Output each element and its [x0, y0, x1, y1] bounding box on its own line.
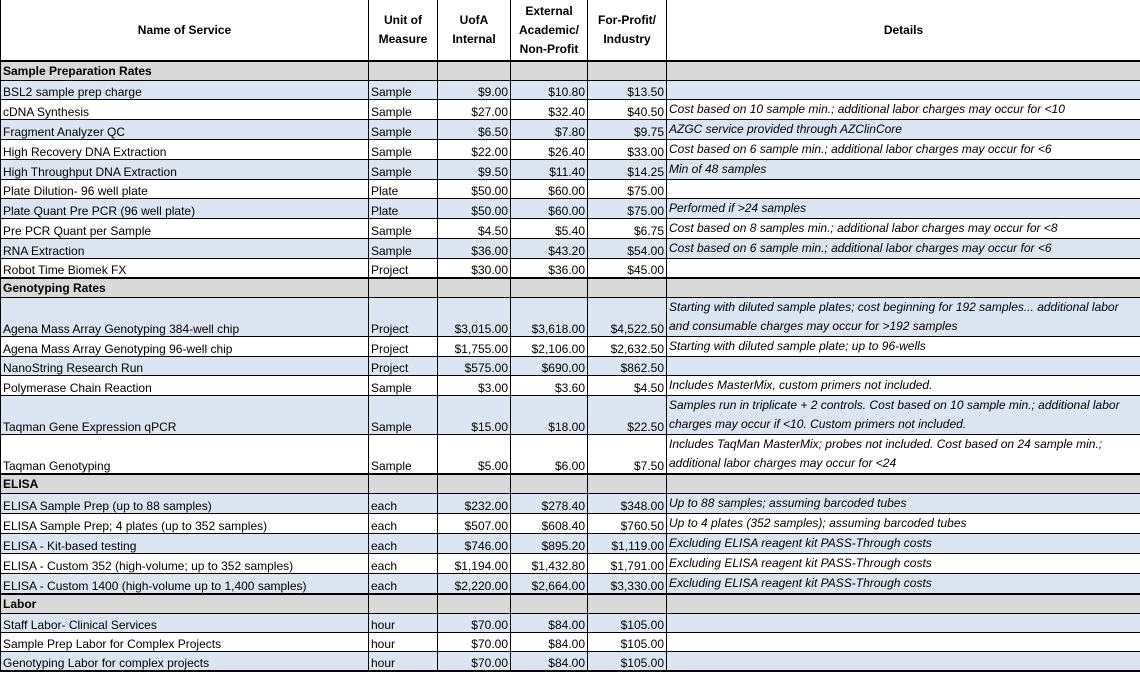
- section-empty-cell: [667, 594, 1140, 614]
- details-cell: [667, 180, 1140, 199]
- industry-price-cell: $1,119.00: [588, 534, 667, 554]
- details-cell: AZGC service provided through AZClinCore: [667, 120, 1140, 140]
- table-row: [1, 298, 1140, 337]
- internal-price-cell: $9.00: [438, 81, 511, 100]
- external-price-cell: $3.60: [511, 376, 588, 396]
- industry-price-cell: $760.50: [588, 514, 667, 534]
- internal-price-cell: $1,194.00: [438, 554, 511, 574]
- details-cell: Cost based on 8 samples min.; additional labor charges may occur for <8: [667, 219, 1140, 239]
- section-empty-cell: [438, 474, 511, 494]
- external-price-cell: $84.00: [511, 652, 588, 672]
- service-name-cell: Sample Prep Labor for Complex Projects: [1, 633, 369, 652]
- internal-price-cell: $50.00: [438, 199, 511, 219]
- table-row: [1, 534, 1140, 554]
- unit-cell: each: [369, 494, 438, 514]
- section-empty-cell: [511, 594, 588, 614]
- external-price-cell: $608.40: [511, 514, 588, 534]
- service-name-cell: High Throughput DNA Extraction: [1, 160, 369, 180]
- internal-price-cell: $1,755.00: [438, 337, 511, 357]
- section-title: ELISA: [1, 474, 369, 494]
- external-price-cell: $6.00: [511, 435, 588, 475]
- service-name-cell: Fragment Analyzer QC: [1, 120, 369, 140]
- internal-price-cell: $3.00: [438, 376, 511, 396]
- internal-price-cell: $4.50: [438, 219, 511, 239]
- table-row: [1, 633, 1140, 652]
- section-header-row: [1, 278, 1140, 298]
- internal-price-cell: $507.00: [438, 514, 511, 534]
- external-price-cell: $18.00: [511, 396, 588, 435]
- details-cell: [667, 614, 1140, 633]
- details-cell: [667, 357, 1140, 376]
- external-price-cell: $7.80: [511, 120, 588, 140]
- table-row: [1, 81, 1140, 100]
- table-row: [1, 219, 1140, 239]
- col-header-details: Details: [667, 0, 1140, 61]
- table-row: [1, 514, 1140, 534]
- table-row: [1, 160, 1140, 180]
- details-cell: [667, 81, 1140, 100]
- section-title: Sample Preparation Rates: [1, 61, 369, 81]
- service-name-cell: Agena Mass Array Genotyping 96-well chip: [1, 337, 369, 357]
- industry-price-cell: $75.00: [588, 199, 667, 219]
- service-name-cell: Taqman Gene Expression qPCR: [1, 396, 369, 435]
- service-name-cell: ELISA Sample Prep; 4 plates (up to 352 samples): [1, 514, 369, 534]
- internal-price-cell: $575.00: [438, 357, 511, 376]
- service-name-cell: ELISA - Custom 352 (high-volume; up to 352 samples): [1, 554, 369, 574]
- col-header-external: External Academic/ Non-Profit: [511, 0, 588, 61]
- service-name-cell: ELISA - Kit-based testing: [1, 534, 369, 554]
- unit-cell: Project: [369, 337, 438, 357]
- details-cell: Cost based on 10 sample min.; additional labor charges may occur for <10: [667, 100, 1140, 120]
- internal-price-cell: $27.00: [438, 100, 511, 120]
- internal-price-cell: $6.50: [438, 120, 511, 140]
- external-price-cell: $84.00: [511, 614, 588, 633]
- details-cell: Includes TaqMan MasterMix; probes not included. Cost based on 24 sample min.; additional labor charges may occur for <24: [667, 435, 1140, 475]
- service-name-cell: ELISA Sample Prep (up to 88 samples): [1, 494, 369, 514]
- details-cell: Up to 4 plates (352 samples); assuming barcoded tubes: [667, 514, 1140, 534]
- industry-price-cell: $14.25: [588, 160, 667, 180]
- section-empty-cell: [667, 61, 1140, 81]
- unit-cell: Sample: [369, 160, 438, 180]
- industry-price-cell: $2,632.50: [588, 337, 667, 357]
- section-title: Genotyping Rates: [1, 278, 369, 298]
- section-header-row: [1, 61, 1140, 81]
- unit-cell: Plate: [369, 180, 438, 199]
- unit-cell: each: [369, 554, 438, 574]
- table-row: [1, 140, 1140, 160]
- industry-price-cell: $348.00: [588, 494, 667, 514]
- section-empty-cell: [511, 61, 588, 81]
- external-price-cell: $32.40: [511, 100, 588, 120]
- unit-cell: Sample: [369, 219, 438, 239]
- table-row: [1, 554, 1140, 574]
- service-name-cell: ELISA - Custom 1400 (high-volume up to 1,400 samples): [1, 574, 369, 595]
- table-row: [1, 435, 1140, 475]
- unit-cell: hour: [369, 652, 438, 672]
- internal-price-cell: $30.00: [438, 259, 511, 279]
- details-cell: Starting with diluted sample plates; cost beginning for 192 samples... additional labor and consumable charges may occur for >192 samples: [667, 298, 1140, 337]
- table-row: [1, 494, 1140, 514]
- table-row: [1, 199, 1140, 219]
- table-row: [1, 614, 1140, 633]
- table-row: [1, 357, 1140, 376]
- service-name-cell: Taqman Genotyping: [1, 435, 369, 475]
- unit-cell: Project: [369, 357, 438, 376]
- unit-cell: Project: [369, 298, 438, 337]
- unit-cell: Sample: [369, 100, 438, 120]
- service-name-cell: Plate Quant Pre PCR (96 well plate): [1, 199, 369, 219]
- industry-price-cell: $9.75: [588, 120, 667, 140]
- industry-price-cell: $33.00: [588, 140, 667, 160]
- section-empty-cell: [588, 278, 667, 298]
- external-price-cell: $2,664.00: [511, 574, 588, 595]
- section-header-row: [1, 474, 1140, 494]
- external-price-cell: $60.00: [511, 180, 588, 199]
- section-empty-cell: [667, 278, 1140, 298]
- details-cell: Performed if >24 samples: [667, 199, 1140, 219]
- internal-price-cell: $232.00: [438, 494, 511, 514]
- table-row: [1, 574, 1140, 595]
- details-cell: Cost based on 6 sample min.; additional labor charges may occur for <6: [667, 239, 1140, 259]
- section-empty-cell: [438, 594, 511, 614]
- table-row: [1, 100, 1140, 120]
- industry-price-cell: $22.50: [588, 396, 667, 435]
- industry-price-cell: $4.50: [588, 376, 667, 396]
- industry-price-cell: $105.00: [588, 633, 667, 652]
- service-name-cell: cDNA Synthesis: [1, 100, 369, 120]
- internal-price-cell: $22.00: [438, 140, 511, 160]
- col-header-name: Name of Service: [1, 0, 369, 61]
- external-price-cell: $278.40: [511, 494, 588, 514]
- section-empty-cell: [369, 278, 438, 298]
- section-empty-cell: [438, 61, 511, 81]
- industry-price-cell: $40.50: [588, 100, 667, 120]
- internal-price-cell: $3,015.00: [438, 298, 511, 337]
- unit-cell: hour: [369, 614, 438, 633]
- unit-cell: each: [369, 534, 438, 554]
- details-cell: Includes MasterMix, custom primers not included.: [667, 376, 1140, 396]
- unit-cell: Sample: [369, 239, 438, 259]
- table-row: [1, 652, 1140, 672]
- section-empty-cell: [588, 61, 667, 81]
- industry-price-cell: $105.00: [588, 652, 667, 672]
- details-cell: [667, 259, 1140, 279]
- industry-price-cell: $862.50: [588, 357, 667, 376]
- unit-cell: hour: [369, 633, 438, 652]
- table-row: [1, 376, 1140, 396]
- industry-price-cell: $45.00: [588, 259, 667, 279]
- external-price-cell: $3,618.00: [511, 298, 588, 337]
- details-cell: [667, 652, 1140, 672]
- industry-price-cell: $7.50: [588, 435, 667, 475]
- service-name-cell: Pre PCR Quant per Sample: [1, 219, 369, 239]
- section-empty-cell: [667, 474, 1140, 494]
- internal-price-cell: $15.00: [438, 396, 511, 435]
- service-name-cell: High Recovery DNA Extraction: [1, 140, 369, 160]
- header-row: [1, 0, 1140, 61]
- col-header-internal: UofA Internal: [438, 0, 511, 61]
- service-name-cell: Polymerase Chain Reaction: [1, 376, 369, 396]
- unit-cell: each: [369, 514, 438, 534]
- table-row: [1, 120, 1140, 140]
- details-cell: Min of 48 samples: [667, 160, 1140, 180]
- internal-price-cell: $746.00: [438, 534, 511, 554]
- internal-price-cell: $2,220.00: [438, 574, 511, 595]
- industry-price-cell: $4,522.50: [588, 298, 667, 337]
- unit-cell: Sample: [369, 435, 438, 475]
- unit-cell: Sample: [369, 396, 438, 435]
- industry-price-cell: $6.75: [588, 219, 667, 239]
- unit-cell: Project: [369, 259, 438, 279]
- unit-cell: Sample: [369, 140, 438, 160]
- internal-price-cell: $36.00: [438, 239, 511, 259]
- external-price-cell: $2,106.00: [511, 337, 588, 357]
- external-price-cell: $26.40: [511, 140, 588, 160]
- industry-price-cell: $105.00: [588, 614, 667, 633]
- unit-cell: each: [369, 574, 438, 595]
- section-empty-cell: [438, 278, 511, 298]
- section-title: Labor: [1, 594, 369, 614]
- internal-price-cell: $70.00: [438, 633, 511, 652]
- details-cell: Cost based on 6 sample min.; additional labor charges may occur for <6: [667, 140, 1140, 160]
- industry-price-cell: $3,330.00: [588, 574, 667, 595]
- table-row: [1, 396, 1140, 435]
- external-price-cell: $36.00: [511, 259, 588, 279]
- table-row: [1, 259, 1140, 279]
- section-empty-cell: [369, 61, 438, 81]
- industry-price-cell: $54.00: [588, 239, 667, 259]
- section-header-row: [1, 594, 1140, 614]
- section-empty-cell: [511, 278, 588, 298]
- section-empty-cell: [369, 474, 438, 494]
- external-price-cell: $43.20: [511, 239, 588, 259]
- external-price-cell: $690.00: [511, 357, 588, 376]
- details-cell: Excluding ELISA reagent kit PASS-Through costs: [667, 534, 1140, 554]
- external-price-cell: $11.40: [511, 160, 588, 180]
- unit-cell: Sample: [369, 120, 438, 140]
- service-name-cell: Robot Time Biomek FX: [1, 259, 369, 279]
- details-cell: Up to 88 samples; assuming barcoded tubes: [667, 494, 1140, 514]
- section-empty-cell: [588, 474, 667, 494]
- service-name-cell: Staff Labor- Clinical Services: [1, 614, 369, 633]
- external-price-cell: $84.00: [511, 633, 588, 652]
- col-header-industry: For-Profit/ Industry: [588, 0, 667, 61]
- external-price-cell: $1,432.80: [511, 554, 588, 574]
- service-name-cell: NanoString Research Run: [1, 357, 369, 376]
- service-name-cell: Genotyping Labor for complex projects: [1, 652, 369, 672]
- unit-cell: Sample: [369, 376, 438, 396]
- industry-price-cell: $1,791.00: [588, 554, 667, 574]
- col-header-unit: Unit of Measure: [369, 0, 438, 61]
- section-empty-cell: [511, 474, 588, 494]
- internal-price-cell: $5.00: [438, 435, 511, 475]
- section-empty-cell: [588, 594, 667, 614]
- table-row: [1, 180, 1140, 199]
- service-name-cell: Agena Mass Array Genotyping 384-well chip: [1, 298, 369, 337]
- external-price-cell: $895.20: [511, 534, 588, 554]
- details-cell: Starting with diluted sample plate; up to 96-wells: [667, 337, 1140, 357]
- internal-price-cell: $50.00: [438, 180, 511, 199]
- service-name-cell: BSL2 sample prep charge: [1, 81, 369, 100]
- industry-price-cell: $75.00: [588, 180, 667, 199]
- unit-cell: Plate: [369, 199, 438, 219]
- details-cell: [667, 633, 1140, 652]
- service-name-cell: Plate Dilution- 96 well plate: [1, 180, 369, 199]
- external-price-cell: $5.40: [511, 219, 588, 239]
- internal-price-cell: $70.00: [438, 614, 511, 633]
- service-name-cell: RNA Extraction: [1, 239, 369, 259]
- internal-price-cell: $9.50: [438, 160, 511, 180]
- details-cell: Excluding ELISA reagent kit PASS-Through costs: [667, 574, 1140, 595]
- unit-cell: Sample: [369, 81, 438, 100]
- section-empty-cell: [369, 594, 438, 614]
- details-cell: Samples run in triplicate + 2 controls. Cost based on 10 sample min.; additional labor charges may occur if <10. Custom primers not included.: [667, 396, 1140, 435]
- industry-price-cell: $13.50: [588, 81, 667, 100]
- external-price-cell: $60.00: [511, 199, 588, 219]
- table-row: [1, 337, 1140, 357]
- table-row: [1, 239, 1140, 259]
- details-cell: Excluding ELISA reagent kit PASS-Through costs: [667, 554, 1140, 574]
- internal-price-cell: $70.00: [438, 652, 511, 672]
- external-price-cell: $10.80: [511, 81, 588, 100]
